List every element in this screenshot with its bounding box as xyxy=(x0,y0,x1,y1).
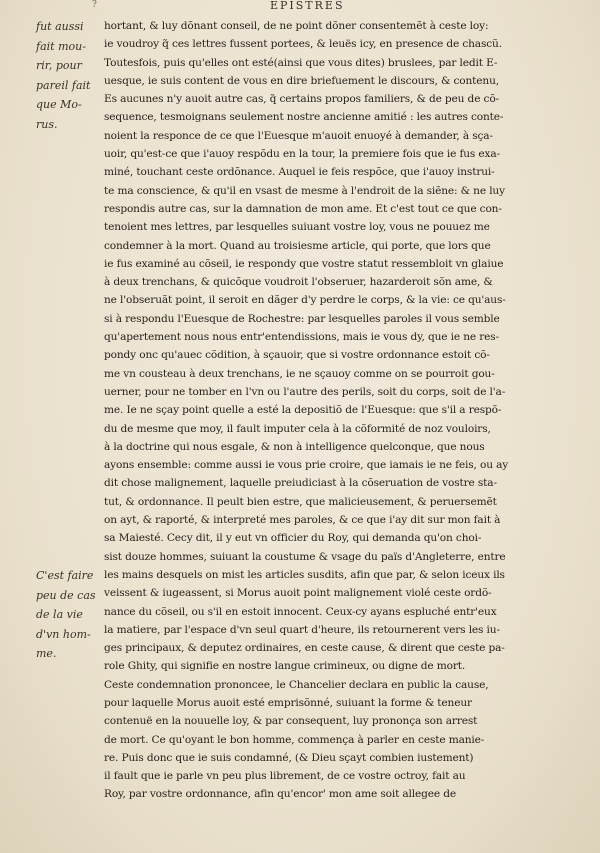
margin-note-1 xyxy=(36,17,98,135)
text-line: Toutesfois, puis qu'elles ont esté(ainsi que vous dites) bruslees, par ledit E- xyxy=(104,56,498,69)
text-line: me vn cousteau à deux trenchans, ie ne sçauoy comme on se pourroit gou- xyxy=(104,367,495,380)
margin-note-line: me. xyxy=(36,647,57,661)
text-line: du de mesme que moy, il fault imputer cela à la cõformité de noz vouloirs, xyxy=(104,422,491,435)
text-line: dit chose malignement, laquelle preiudiciast à la cõseruation de vostre sta- xyxy=(104,477,497,490)
text-line: pour laquelle Morus auoit esté emprisõnné, suiuant la forme & teneur xyxy=(104,696,472,709)
text-line: role Ghity, qui signifie en nostre langue crimineux, ou digne de mort. xyxy=(104,660,466,673)
text-line: sequence, tesmoignans seulement nostre ancienne amitié : les autres conte- xyxy=(104,111,504,124)
text-line: uoir, qu'est-ce que i'auoy respõdu en la tour, la premiere fois que ie fus exa- xyxy=(104,148,500,161)
text-line: tut, & ordonnance. Il peult bien estre, que malicieusement, & peruersemẽt xyxy=(104,495,497,508)
text-line: ie fus examiné au cõseil, ie respondy que vostre statut ressembloit vn glaiue xyxy=(104,257,504,270)
text-line: de mort. Ce qu'oyant le bon homme, commença à parler en ceste manie- xyxy=(104,733,485,746)
text-line: uerner, pour ne tomber en l'vn ou l'autre des perils, soit du corps, soit de l'a- xyxy=(104,385,506,398)
margin-note-line: C'est faire xyxy=(36,569,94,582)
text-line: condemner à la mort. Quand au troisiesme article, qui porte, que lors que xyxy=(104,239,491,252)
text-line: à la doctrine qui nous esgale, & non à intelligence quelconque, que nous xyxy=(104,440,485,453)
text-line: ne l'obseruãt point, il seroit en dãger d'y perdre le corps, & la vie: ce qu'aus- xyxy=(104,294,506,307)
text-line: les mains desquels on mist les articles susdits, afin que par, & selon iceux ils xyxy=(104,568,505,581)
margin-note-line: de la vie xyxy=(36,608,83,622)
margin-note-line: fait mou- xyxy=(36,39,86,53)
text-line: veissent & iugeassent, si Morus auoit point malignement violé ceste ordõ- xyxy=(104,587,492,600)
running-header xyxy=(0,0,600,14)
text-line: Es aucunes n'y auoit autre cas, q̃ certains propos familiers, & de peu de cõ- xyxy=(104,93,499,106)
text-line: sa Maiesté. Cecy dit, il y eut vn officier du Roy, qui demanda qu'on choi- xyxy=(104,532,482,545)
margin-note-line: rus. xyxy=(36,117,58,131)
text-line: miné, touchant ceste ordõnance. Auquel ie feis respõce, que i'auoy instrui- xyxy=(104,166,495,179)
header-page-mark: ? xyxy=(92,0,97,10)
text-line: re. Puis donc que ie suis condamné, (& Dieu sçayt combien iustement) xyxy=(104,751,474,764)
text-line: nance du cõseil, ou s'il en estoit innocent. Ceux-cy ayans espluché entr'eux xyxy=(104,605,497,618)
text-line: me. Ie ne sçay point quelle a esté la depositiõ de l'Euesque: que s'il a respõ- xyxy=(104,404,502,417)
margin-note-line: rir, pour xyxy=(36,59,82,73)
margin-note-line: d'vn hom- xyxy=(36,627,91,641)
text-line: qu'apertement nous nous entr'entendissions, mais ie vous dy, que ie ne res- xyxy=(104,331,499,344)
text-line: contenuë en la nouuelle loy, & par consequent, luy prononça son arrest xyxy=(104,715,478,728)
text-line: si à respondu l'Euesque de Rochestre: par lesquelles paroles il vous semble xyxy=(104,312,500,325)
header-title: EPISTRES xyxy=(270,0,345,12)
text-line: on ayt, & raporté, & interpreté mes paroles, & ce que i'ay dit sur mon fait à xyxy=(104,514,501,527)
text-line: noient la responce de ce que l'Euesque m'auoit enuoyé à demander, à sça- xyxy=(104,129,493,142)
text-line: hortant, & luy dõnant conseil, de ne point dõner consentemẽt à ceste loy: xyxy=(104,20,489,32)
margin-note-line: que Mo- xyxy=(36,98,82,112)
text-line: uesque, ie suis content de vous en dire briefuement le discours, & contenu, xyxy=(104,74,499,87)
text-line: respondis autre cas, sur la damnation de mon ame. Et c'est tout ce que con- xyxy=(104,202,502,215)
text-line: ie voudroy q̃ ces lettres fussent portees, & leuës icy, en presence de chascũ. xyxy=(104,38,502,51)
text-line: il fault que ie parle vn peu plus librement, de ce vostre octroy, fait au xyxy=(104,770,466,783)
margin-note-line: pareil fait xyxy=(36,78,91,92)
text-line: sist douze hommes, suiuant la coustume & vsage du païs d'Angleterre, entre xyxy=(104,550,506,563)
margin-note-line: peu de cas xyxy=(36,588,96,602)
text-line: ges principaux, & deputez ordinaires, en ceste cause, & dirent que ceste pa- xyxy=(104,642,505,655)
text-line: pondy onc qu'auec cõdition, à sçauoir, que si vostre ordonnance estoit cõ- xyxy=(104,349,490,362)
text-line: tenoient mes lettres, par lesquelles suiuant vostre loy, vous ne pouuez me xyxy=(104,221,490,234)
text-line: Ceste condemnation prononcee, le Chancelier declara en public la cause, xyxy=(104,678,489,691)
text-line: la matiere, par l'espace d'vn seul quart d'heure, ils retournerent vers les iu- xyxy=(104,623,500,636)
text-line: Roy, par vostre ordonnance, afin qu'encor' mon ame soit allegee de xyxy=(104,788,456,801)
body-text xyxy=(104,17,552,804)
text-line: te ma conscience, & qu'il en vsast de mesme à l'endroit de la siẽne: & ne luy xyxy=(104,184,505,197)
text-line: ayons ensemble: comme aussi ie vous prie croire, que iamais ie ne feis, ou ay xyxy=(104,459,509,472)
margin-note-line: fut aussi xyxy=(36,20,84,33)
text-line: à deux trenchans, & quicõque voudroit l'obseruer, hazarderoit sõn ame, & xyxy=(104,276,493,289)
margin-note-2 xyxy=(36,566,98,664)
